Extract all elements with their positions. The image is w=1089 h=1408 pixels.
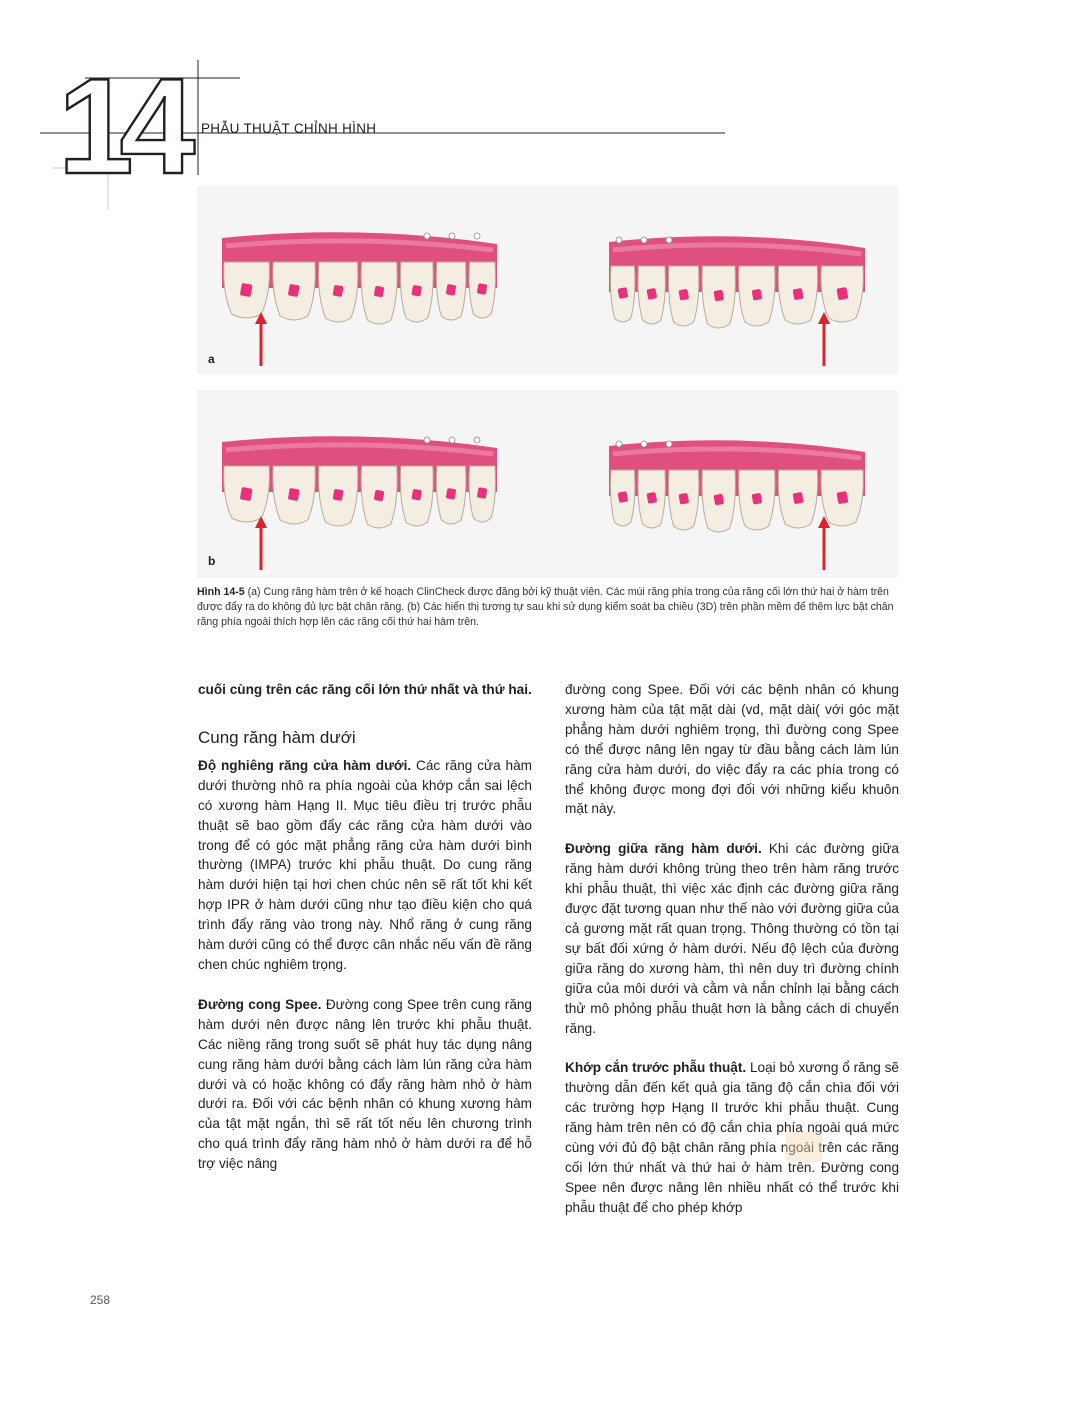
attachment-marker: [793, 492, 804, 504]
left-para-2-lead: Đường cong Spee.: [198, 996, 322, 1012]
right-para-0: [565, 680, 899, 819]
left-para-1-text: Các răng cửa hàm dưới thường nhô ra phía ngoài của khớp cắn sai lệch có xương hàm Hạng II. Mục tiêu điều trị trước phẫu thuật sẽ bao gồm đẩy các răng cửa hàm dưới vào trong để có góc mặt phẳng răng cửa hàm dưới bình thường (IMPA) trước khi phẫu thuật. Do cung răng hàm dưới hiện tại hơi chen chúc nên sẽ rất tốt khi kết hợp IPR ở hàm dưới cũng như tạo điều kiện cho quá trình đẩy răng vào trong này. Nhổ răng ở cung răng hàm dưới cũng có thể được cân nhắc nếu vấn đề răng chen chúc nghiêm trọng.: [198, 757, 532, 972]
marker-dot: [616, 441, 622, 447]
right-para-2-text: Loại bỏ xương ổ răng sẽ thường dẫn đến kết quả gia tăng độ cắn chìa đối với các trường hợp Hạng II trước khi phẫu thuật. Cung răng hàm trên nên có độ cắn chìa phía ngoài quá mức cùng với đủ độ bật chân răng phía ngoài trên các răng cối lớn thứ nhất và thứ hai ở hàm trên. Đường cong Spee nên được nâng lên nhiều nhất có thể trước khi phẫu thuật để cho phép khớp: [565, 1060, 899, 1215]
right-para-1: [565, 839, 899, 1038]
marker-dot: [641, 441, 647, 447]
attachment-marker: [411, 489, 422, 501]
attachment-marker: [288, 284, 300, 297]
attachment-marker: [646, 492, 657, 504]
attachment-marker: [477, 283, 488, 295]
attachment-marker: [713, 494, 724, 506]
chapter-number: 14: [58, 50, 182, 202]
marker-dot: [424, 437, 430, 443]
marker-dot: [474, 233, 480, 239]
panel-label-a: a: [208, 352, 215, 366]
caption-text: (a) Cung răng hàm trên ở kế hoạch ClinCheck được đăng bởi kỹ thuật viên. Các múi răng phía trong của răng cối lớn thứ hai ở hàm trên được đẩy ra do không đủ lực bật chân răng. (b) Các hiển thị tương tự sau khi sử dụng kiểm soát ba chiều (3D) trên phần mềm để thêm lực bật chân răng phía ngoài thích hợp lên các răng cối thứ hai hàm trên.: [197, 586, 894, 628]
dental-arch: [609, 236, 865, 328]
watermark-stamp: [786, 1132, 822, 1162]
right-para-2: [565, 1058, 899, 1217]
running-head: PHẪU THUẬT CHỈNH HÌNH: [201, 121, 377, 136]
attachment-marker: [446, 284, 457, 296]
red-arrow: [255, 312, 267, 366]
attachment-marker: [618, 491, 629, 503]
attachment-marker: [752, 493, 763, 505]
attachment-marker: [446, 488, 457, 500]
section-title: Cung răng hàm dưới: [198, 727, 356, 747]
dental-model-image-a: [197, 186, 898, 374]
right-para-2-lead: Khớp cắn trước phẫu thuật.: [565, 1060, 747, 1076]
right-para-1-text: Khi các đường giữa răng hàm dưới không trùng theo trên hàm răng trước khi phẫu thuật, thì việc xác định các đường giữa răng được đặt tương quan như thế nào với đường giữa của cả gương mặt rất quan trọng. Thông thường có tồn tại sự bất đối xứng ở hàm dưới. Nếu độ lệch của đường giữa răng do xương hàm, thì nên duy trì đường chính giữa của môi dưới và cằm và nắn chỉnh lại bằng cách thử mô phỏng phẫu thuật hơn là bằng cách di chuyển răng.: [565, 841, 899, 1036]
right-para-1-lead: Đường giữa răng hàm dưới.: [565, 841, 762, 857]
attachment-marker: [411, 285, 422, 297]
marker-dot: [474, 437, 480, 443]
dental-arch: [609, 440, 865, 532]
figure-caption: [197, 585, 900, 630]
attachment-marker: [836, 491, 848, 504]
attachment-marker: [793, 288, 804, 300]
page-number: 258: [90, 1293, 111, 1307]
attachment-marker: [333, 285, 344, 297]
marker-dot: [641, 237, 647, 243]
marker-dot: [666, 441, 672, 447]
left-para-1-lead: Độ nghiêng răng cửa hàm dưới.: [198, 757, 412, 773]
attachment-marker: [477, 487, 488, 499]
marker-dot: [449, 437, 455, 443]
attachment-marker: [333, 489, 344, 501]
attachment-marker: [618, 287, 629, 299]
dental-arch: [222, 436, 497, 528]
attachment-marker: [240, 487, 253, 501]
attachment-marker: [374, 490, 385, 502]
dental-arch: [222, 232, 497, 324]
figure-panel-b: [197, 390, 898, 578]
caption-label: Hình 14-5: [197, 586, 245, 598]
left-column: [198, 680, 532, 1174]
left-para-0: [198, 680, 532, 700]
marker-dot: [449, 233, 455, 239]
marker-dot: [666, 237, 672, 243]
figure-panel-a: [197, 186, 898, 374]
attachment-marker: [678, 493, 689, 505]
attachment-marker: [713, 290, 724, 302]
left-para-1: [198, 756, 532, 975]
attachment-marker: [752, 289, 763, 301]
red-arrow: [255, 516, 267, 570]
attachment-marker: [288, 488, 300, 501]
red-arrow: [818, 312, 830, 366]
right-para-0-text: đường cong Spee. Đối với các bệnh nhân có khung xương hàm của tật mặt dài (vd, mặt dài( với góc mặt phẳng hàm dưới nghiêm trọng, thì đường cong Spee có thể được nâng lên ngay từ đầu bằng cách làm lún răng cửa hàm dưới, do việc đẩy ra các phía trong có thể không được mong đợi đối với những kiểu khuôn mặt này.: [565, 682, 899, 817]
left-para-2: [198, 995, 532, 1174]
attachment-marker: [678, 289, 689, 301]
dental-model-image-b: [197, 390, 898, 578]
red-arrow: [818, 516, 830, 570]
panel-label-b: b: [208, 554, 216, 568]
attachment-marker: [374, 286, 385, 298]
attachment-marker: [646, 288, 657, 300]
left-para-2-text: Đường cong Spee trên cung răng hàm dưới nên được nâng lên trước khi phẫu thuật. Các niềng răng trong suốt sẽ phát huy tác dụng nâng cung răng hàm dưới bằng cách làm lún răng cửa hàm dưới và có hoặc không có đẩy răng hàm nhỏ ở hàm dưới ra. Đối với các bệnh nhân có khung xương hàm của tật mặt ngắn, thì sẽ rất tốt nếu lên chương trình cho quá trình đẩy răng hàm nhỏ ở hàm dưới ra để hỗ trợ việc nâng: [198, 996, 532, 1172]
marker-dot: [424, 233, 430, 239]
left-para-0-text: cuối cùng trên các răng cối lớn thứ nhất và thứ hai.: [198, 682, 532, 697]
marker-dot: [616, 237, 622, 243]
attachment-marker: [240, 283, 253, 297]
attachment-marker: [836, 287, 848, 300]
right-column: [565, 680, 899, 1218]
